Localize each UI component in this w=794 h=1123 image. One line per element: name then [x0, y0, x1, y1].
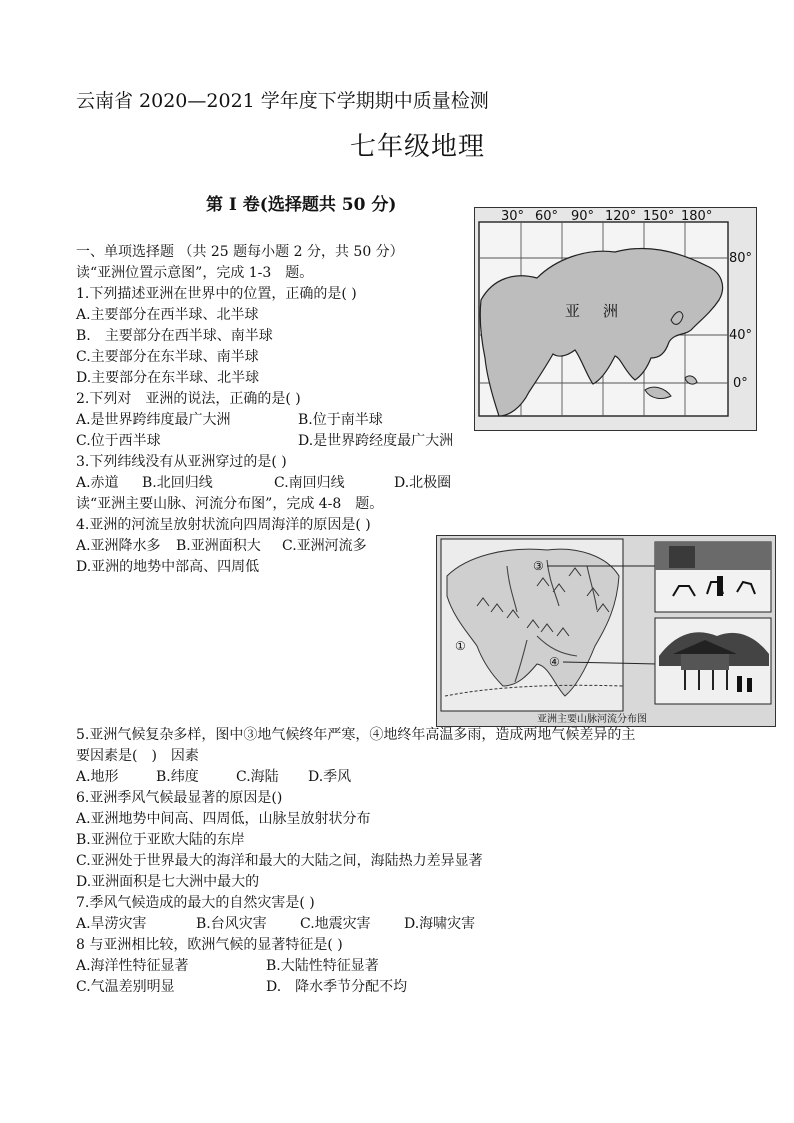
map-marker-3: ③ [533, 559, 544, 573]
q3-stem: 3.下列纬线没有从亚洲穿过的是( ) [76, 454, 287, 470]
section-intro: 一、单项选择题 （共 25 题每小题 2 分，共 50 分） [76, 244, 404, 260]
q5-option-b: B.纬度 [156, 769, 199, 785]
lon-label: 120° [605, 209, 637, 224]
map-marker-4: ④ [549, 655, 560, 669]
photo-cold-region [655, 542, 771, 612]
q7-option-b: B.台风灾害 [196, 916, 267, 932]
q6-option-a: A.亚洲地势中间高、四周低，山脉呈放射状分布 [76, 811, 371, 827]
q6-option-b: B.亚洲位于亚欧大陆的东岸 [76, 832, 245, 848]
q3-option-c: C.南回归线 [274, 475, 345, 491]
q8-option-b: B.大陆性特征显著 [266, 958, 379, 974]
q3-option-d: D.北极圈 [394, 475, 452, 491]
lon-label: 30° [501, 209, 525, 224]
q1-option-c: C.主要部分在东半球、南半球 [76, 349, 259, 365]
q4-option-c: C.亚洲河流多 [282, 538, 367, 554]
q4-option-a: A.亚洲降水多 [76, 538, 161, 554]
lon-label: 60° [535, 209, 559, 224]
q2-option-d: D.是世界跨经度最广大洲 [298, 433, 454, 449]
group2-intro: 读“亚洲主要山脉、河流分布图”，完成 4-8 题。 [76, 496, 384, 512]
q5-stem-line1: 5.亚洲气候复杂多样，图中③地气候终年严寒，④地终年高温多雨，造成两地气候差异的主 [76, 727, 636, 743]
exam-title: 云南省 2020—2021 学年度下学期期中质量检测 [76, 90, 489, 112]
asia-position-map-drawing [475, 208, 756, 430]
map-label-zhou: 洲 [603, 302, 619, 320]
q1-option-b: B. 主要部分在西半球、南半球 [76, 328, 273, 344]
q4-stem: 4.亚洲的河流呈放射状流向四周海洋的原因是( ) [76, 517, 371, 533]
q6-option-d: D.亚洲面积是七大洲中最大的 [76, 874, 260, 890]
photo-tropical-region [655, 618, 771, 704]
q4-option-d: D.亚洲的地势中部高、四周低 [76, 559, 260, 575]
q7-stem: 7.季风气候造成的最大的自然灾害是( ) [76, 895, 315, 911]
map-caption: 亚洲主要山脉河流分布图 [537, 714, 647, 725]
lon-label: 150° [643, 209, 675, 224]
q1-option-d: D.主要部分在东半球、北半球 [76, 370, 260, 386]
q7-option-d: D.海啸灾害 [404, 916, 476, 932]
asia-position-map [474, 207, 757, 431]
subject-title: 七年级地理 [350, 132, 486, 162]
q2-stem: 2.下列对 亚洲的说法，正确的是( ) [76, 391, 301, 407]
map-marker-1: ① [455, 639, 466, 653]
q5-option-d: D.季风 [308, 769, 352, 785]
asia-mountains-rivers-map [436, 535, 776, 727]
q6-option-c: C.亚洲处于世界最大的海洋和最大的大陆之间，海陆热力差异显著 [76, 853, 483, 869]
lat-label: 40° [729, 328, 753, 343]
lon-label: 90° [571, 209, 595, 224]
q7-option-a: A.旱涝灾害 [76, 916, 147, 932]
q8-option-d: D. 降水季节分配不均 [266, 979, 408, 995]
lon-label: 180° [681, 209, 713, 224]
q8-option-a: A.海洋性特征显著 [76, 958, 189, 974]
q4-option-b: B.亚洲面积大 [176, 538, 261, 554]
q8-stem: 8 与亚洲相比较，欧洲气候的显著特征是( ) [76, 937, 343, 953]
q3-option-a: A.赤道 [76, 475, 119, 491]
lat-label: 80° [729, 251, 753, 266]
q8-option-c: C.气温差别明显 [76, 979, 175, 995]
q5-option-a: A.地形 [76, 769, 119, 785]
group1-intro: 读“亚洲位置示意图”，完成 1-3 题。 [76, 265, 314, 281]
q2-option-b: B.位于南半球 [298, 412, 383, 428]
map-label-ya: 亚 [565, 302, 581, 320]
q7-option-c: C.地震灾害 [300, 916, 371, 932]
q5-stem-line2: 要因素是( ) 因素 [76, 748, 199, 764]
section-title: 第 I 卷(选择题共 50 分) [206, 195, 397, 215]
asia-mountains-rivers-drawing [437, 536, 775, 726]
q3-option-b: B.北回归线 [142, 475, 213, 491]
q6-stem: 6.亚洲季风气候最显著的原因是() [76, 790, 283, 806]
lat-label: 0° [733, 376, 748, 391]
q5-option-c: C.海陆 [236, 769, 279, 785]
q1-option-a: A.主要部分在西半球、北半球 [76, 307, 259, 323]
q1-stem: 1.下列描述亚洲在世界中的位置，正确的是( ) [76, 286, 357, 302]
q2-option-a: A.是世界跨纬度最广大洲 [76, 412, 231, 428]
q2-option-c: C.位于西半球 [76, 433, 161, 449]
